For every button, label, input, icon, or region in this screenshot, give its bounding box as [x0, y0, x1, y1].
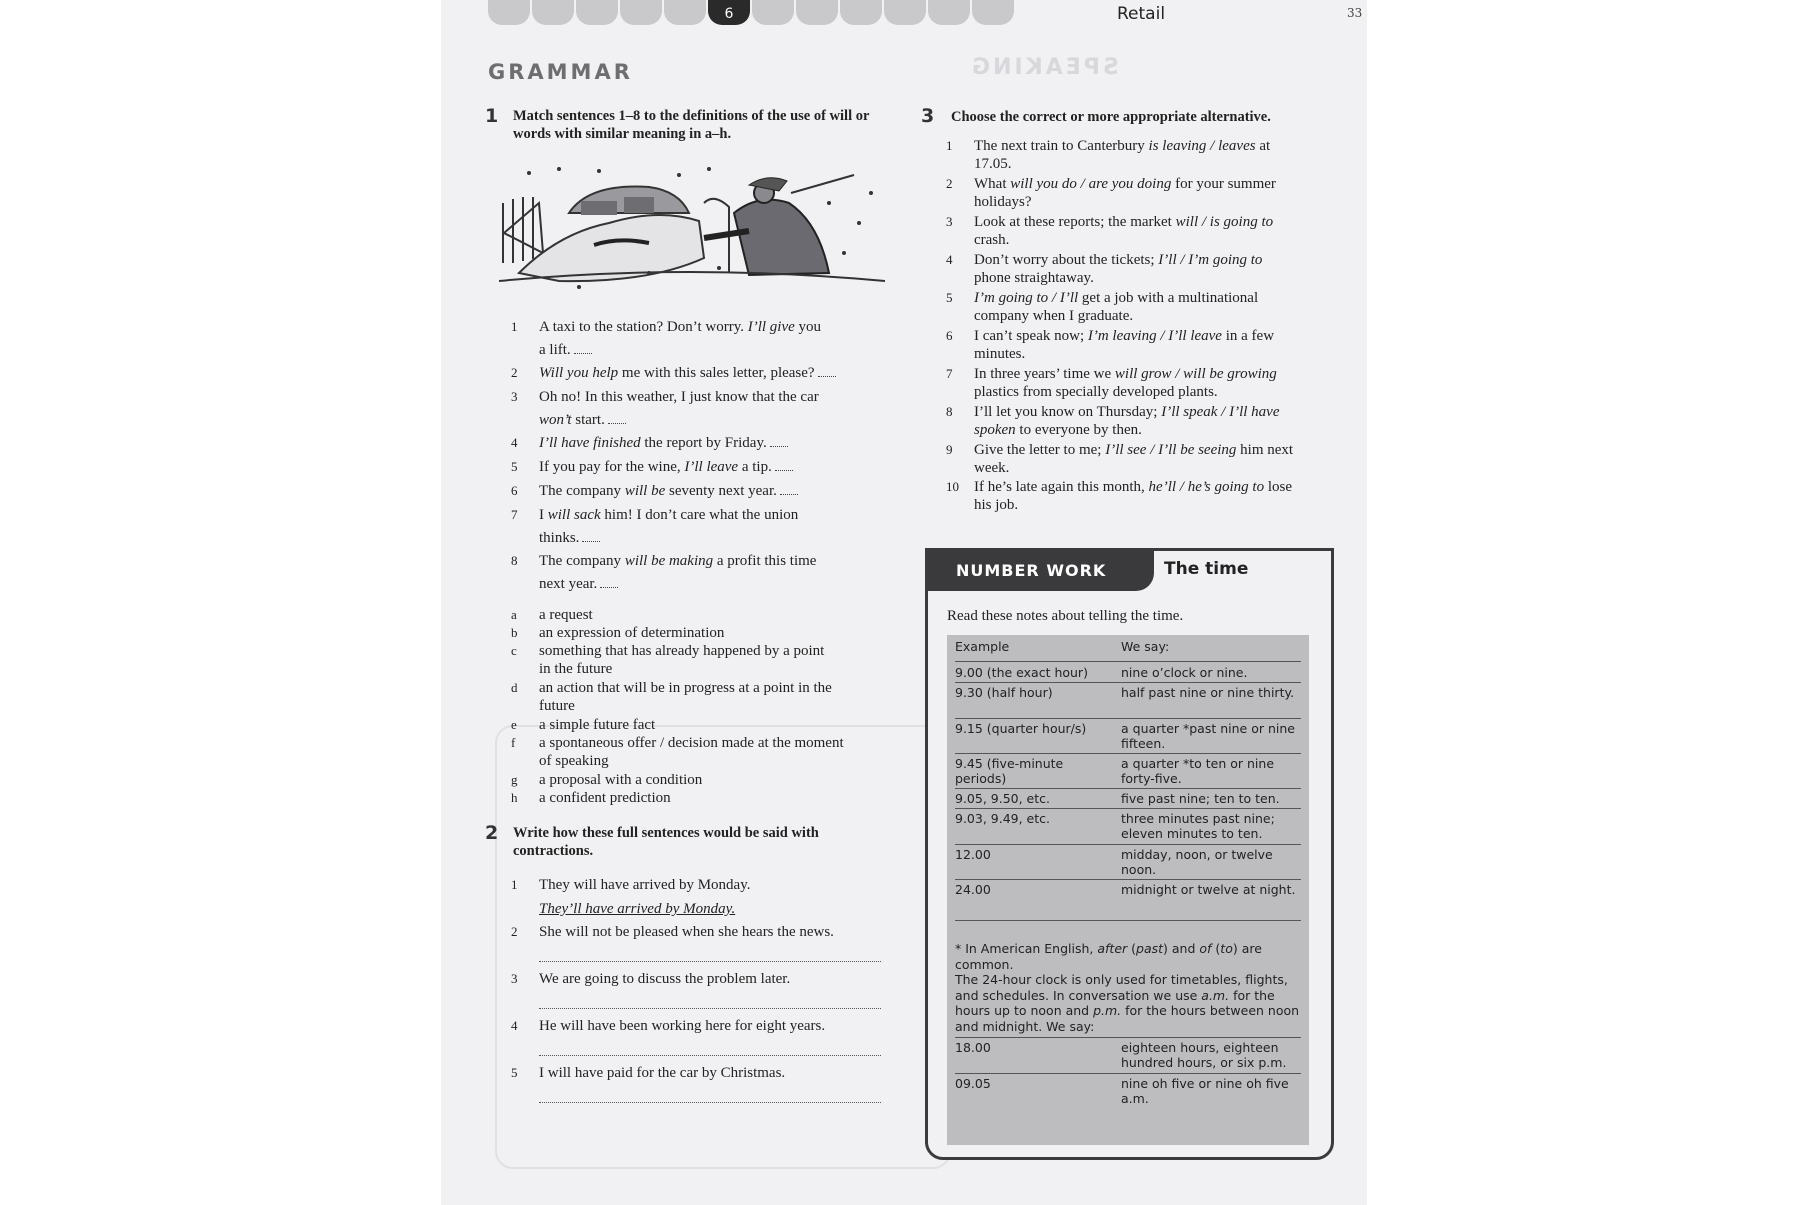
- item-text: [974, 365, 1277, 401]
- definition-letter: e: [511, 717, 517, 732]
- text-part: the report by Friday.: [640, 435, 767, 451]
- unit-tab: [752, 0, 794, 25]
- contraction-item: [511, 923, 891, 967]
- definition-letter: a: [511, 607, 517, 622]
- definition-text: [539, 679, 832, 715]
- exercise-2-number: 2: [485, 822, 499, 844]
- emphasis-text: will sack: [547, 507, 601, 523]
- twenty-four-hour-note: The 24-hour clock is only used for timetables, flights, and schedules. In conversation we use a.m. for the hours up to noon and p.m. for the hours between noon and midnight. We say:: [955, 972, 1300, 1034]
- item-number: 7: [511, 507, 518, 522]
- item-number: 1: [946, 138, 953, 153]
- definition-letter: g: [511, 772, 518, 787]
- text-part: company when I graduate.: [974, 308, 1134, 324]
- text-part: start.: [571, 412, 605, 428]
- model-answer: They’ll have arrived by Monday.: [539, 901, 736, 917]
- text-part: in the future: [539, 661, 613, 677]
- answer-blank: [818, 364, 836, 377]
- item-number: 3: [511, 389, 518, 404]
- unit-tab: [664, 0, 706, 25]
- unit-tab: [972, 0, 1014, 25]
- section-heading: GRAMMAR: [488, 60, 633, 84]
- item-number: 2: [511, 924, 518, 939]
- exercise-1-instruction: Match sentences 1–8 to the definitions of the use of will or words with similar meaning in a–h.: [513, 108, 870, 142]
- item-number: 5: [946, 290, 953, 305]
- example-cell: 12.00: [955, 847, 991, 862]
- alternatives-text: I’ll / I’m going to: [1158, 252, 1263, 268]
- table-rule: [955, 1073, 1301, 1074]
- item-number: 1: [511, 877, 518, 892]
- unit-tab: [620, 0, 662, 25]
- text-part: a spontaneous offer / decision made at the moment: [539, 735, 844, 751]
- table-rule: [955, 1037, 1301, 1038]
- we-say-cell: nine o’clock or nine.: [1121, 665, 1248, 680]
- text-part: him next: [1236, 442, 1294, 458]
- example-cell: 9.03, 9.49, etc.: [955, 811, 1050, 826]
- table-rule: [955, 788, 1301, 789]
- emphasis-text: I’ll have finished: [539, 435, 641, 451]
- definition-text: [539, 606, 593, 624]
- item-text: [539, 482, 798, 500]
- definition-text: [539, 771, 702, 789]
- exercise-2-instruction: Write how these full sentences would be said with contractions.: [513, 825, 819, 859]
- text-part: a simple future fact: [539, 717, 656, 733]
- table-rule: [955, 879, 1301, 880]
- text-part: minutes.: [974, 346, 1026, 362]
- we-say-cell: three minutes past nine; eleven minutes to ten.: [1121, 811, 1275, 841]
- text-part: Give the letter to me;: [974, 442, 1106, 458]
- example-cell: 9.05, 9.50, etc.: [955, 791, 1050, 806]
- item-text: [974, 251, 1262, 287]
- item-text: [974, 175, 1276, 211]
- item-number: 10: [946, 479, 959, 494]
- text-part: you: [794, 319, 822, 335]
- example-cell: 9.45 (five-minute periods): [955, 756, 1064, 786]
- emphasis-text: Will you help: [539, 365, 619, 381]
- emphasis-text: spoken: [974, 422, 1016, 438]
- item-text: [974, 213, 1273, 249]
- answer-line: [539, 1102, 881, 1103]
- page-number: 33: [1347, 6, 1363, 20]
- we-say-cell: nine oh five or nine oh five a.m.: [1121, 1076, 1289, 1106]
- table-rule: [955, 808, 1301, 809]
- text-part: in a few: [1221, 328, 1275, 344]
- text-part: crash.: [974, 232, 1010, 248]
- number-work-title: The time: [1164, 559, 1249, 579]
- item-text: [539, 506, 798, 552]
- we-say-cell: half past nine or nine thirty.: [1121, 685, 1295, 700]
- emphasis-text: will be making: [624, 553, 714, 569]
- table-rule: [955, 844, 1301, 845]
- text-part: The next train to Canterbury: [974, 138, 1149, 154]
- item-number: 6: [511, 483, 518, 498]
- contraction-item: [511, 1017, 891, 1061]
- alternatives-text: will / is going to: [1175, 214, 1274, 230]
- we-say-cell: midnight or twelve at night.: [1121, 882, 1296, 897]
- emphasis-text: will be: [624, 483, 666, 499]
- time-table-panel: [947, 635, 1309, 1145]
- answer-blank: [770, 434, 788, 447]
- text-part: Look at these reports; the market: [974, 214, 1176, 230]
- alternatives-text: he’ll / he’s going to: [1148, 479, 1265, 495]
- example-cell: 18.00: [955, 1040, 991, 1055]
- we-say-cell: five past nine; ten to ten.: [1121, 791, 1280, 806]
- text-part: him! I don’t care what the union: [600, 507, 799, 523]
- unit-tab-active: 6: [708, 0, 750, 25]
- alternatives-text: I’m leaving / I’ll leave: [1087, 328, 1222, 344]
- unit-tab: [928, 0, 970, 25]
- answer-blank: [608, 411, 626, 424]
- unit-tab: [576, 0, 618, 25]
- we-say-cell: midday, noon, or twelve noon.: [1121, 847, 1273, 877]
- item-number: 8: [511, 553, 518, 568]
- item-text: [539, 552, 816, 598]
- american-english-note: * In American English, after (past) and of (to) are common.: [955, 941, 1262, 972]
- item-number: 3: [946, 214, 953, 229]
- item-text: They will have arrived by Monday.: [539, 877, 751, 893]
- text-part: of speaking: [539, 753, 609, 769]
- column-header-we-say: We say:: [1121, 639, 1170, 654]
- answer-blank: [780, 482, 798, 495]
- item-number: 2: [511, 365, 518, 380]
- text-part: In three years’ time we: [974, 366, 1115, 382]
- exercise-3-instruction: Choose the correct or more appropriate alternative.: [951, 109, 1271, 125]
- unit-tab: [884, 0, 926, 25]
- text-part: a tip.: [738, 459, 772, 475]
- text-part: phone straightaway.: [974, 270, 1094, 286]
- item-text: [974, 441, 1293, 477]
- number-work-intro: Read these notes about telling the time.: [947, 608, 1184, 624]
- example-cell: 09.05: [955, 1076, 991, 1091]
- definition-text: [539, 624, 724, 642]
- item-number: 4: [511, 435, 518, 450]
- item-number: 4: [946, 252, 953, 267]
- unit-tab: [532, 0, 574, 25]
- answer-blank: [775, 458, 793, 471]
- item-text: [974, 403, 1280, 439]
- number-work-box: [925, 548, 1334, 1160]
- contraction-item: [511, 970, 891, 1014]
- answer-blank: [600, 575, 618, 588]
- answer-line: [539, 1055, 881, 1056]
- text-part: 17.05.: [974, 156, 1012, 172]
- item-text: [539, 364, 836, 382]
- table-rule: [955, 753, 1301, 754]
- text-part: What: [974, 176, 1011, 192]
- number-work-label: NUMBER WORK: [928, 551, 1154, 591]
- text-part: A taxi to the station? Don’t worry.: [539, 319, 748, 335]
- text-part: plastics from specially developed plants.: [974, 384, 1218, 400]
- unit-tab: [840, 0, 882, 25]
- text-part: The company: [539, 553, 625, 569]
- text-part: Don’t worry about the tickets;: [974, 252, 1159, 268]
- definition-letter: h: [511, 790, 518, 805]
- example-cell: 9.00 (the exact hour): [955, 665, 1088, 680]
- item-number: 5: [511, 1065, 518, 1080]
- item-text: [974, 478, 1292, 514]
- item-number: 2: [946, 176, 953, 191]
- item-text: [974, 289, 1258, 325]
- unit-tab: [796, 0, 838, 25]
- text-part: week.: [974, 460, 1010, 476]
- unit-title: Retail: [1117, 4, 1166, 24]
- text-part: The company: [539, 483, 625, 499]
- item-text: He will have been working here for eight years.: [539, 1018, 826, 1034]
- number-work-header: [928, 551, 1331, 591]
- we-say-cell: a quarter *past nine or nine fifteen.: [1121, 721, 1295, 751]
- alternatives-text: will you do / are you doing: [1010, 176, 1172, 192]
- text-part: thinks.: [539, 530, 580, 546]
- answer-blank: [574, 341, 592, 354]
- definition-letter: d: [511, 680, 518, 695]
- exercise-1-number: 1: [485, 105, 499, 127]
- text-part: get a job with a multinational: [1078, 290, 1259, 306]
- definition-text: [539, 642, 824, 678]
- item-text: She will not be pleased when she hears the news.: [539, 924, 834, 940]
- table-rule: [955, 718, 1301, 719]
- text-part: future: [539, 698, 575, 714]
- text-part: for your summer: [1171, 176, 1276, 192]
- snow-car-illustration: [499, 163, 885, 293]
- item-number: 8: [946, 404, 953, 419]
- text-part: his job.: [974, 497, 1019, 513]
- item-number: 5: [511, 459, 518, 474]
- we-say-cell: a quarter *to ten or nine forty-five.: [1121, 756, 1275, 786]
- item-number: 3: [511, 971, 518, 986]
- text-part: If you pay for the wine,: [539, 459, 685, 475]
- definition-letter: b: [511, 625, 518, 640]
- example-cell: 9.15 (quarter hour/s): [955, 721, 1087, 736]
- text-part: at: [1255, 138, 1271, 154]
- contraction-item: [511, 1064, 891, 1108]
- item-text: [539, 458, 793, 476]
- definition-letter: c: [511, 643, 517, 658]
- alternatives-text: I’ll speak / I’ll have: [1161, 404, 1280, 420]
- text-part: I: [539, 507, 548, 523]
- table-rule: [955, 661, 1301, 662]
- we-say-cell: eighteen hours, eighteen hundred hours, or six p.m.: [1121, 1040, 1287, 1070]
- example-cell: 9.30 (half hour): [955, 685, 1053, 700]
- alternatives-text: I’m going to / I’ll: [974, 290, 1079, 306]
- text-part: lose: [1264, 479, 1293, 495]
- item-text: We are going to discuss the problem later.: [539, 971, 791, 987]
- text-part: a request: [539, 607, 593, 623]
- text-part: a proposal with a condition: [539, 772, 703, 788]
- unit-tab: [488, 0, 530, 25]
- text-part: If he’s late again this month,: [974, 479, 1149, 495]
- textbook-page: [441, 0, 1367, 1205]
- emphasis-text: won’t: [539, 412, 572, 428]
- answer-blank: [582, 529, 600, 542]
- text-part: I can’t speak now;: [974, 328, 1088, 344]
- item-number: 1: [511, 319, 518, 334]
- answer-line: [539, 961, 881, 962]
- item-text: I will have paid for the car by Christmas.: [539, 1065, 786, 1081]
- show-through-heading: SPEAKING: [969, 55, 1119, 80]
- text-part: I’ll let you know on Thursday;: [974, 404, 1162, 420]
- text-part: a lift.: [539, 342, 571, 358]
- text-part: a confident prediction: [539, 790, 671, 806]
- item-text: [974, 137, 1270, 173]
- table-rule: [955, 682, 1301, 683]
- alternatives-text: I’ll see / I’ll be seeing: [1105, 442, 1237, 458]
- item-text: [539, 388, 819, 434]
- item-number: 9: [946, 442, 953, 457]
- exercise-3-number: 3: [921, 105, 935, 127]
- definition-text: [539, 734, 844, 770]
- alternatives-text: will grow / will be growing: [1114, 366, 1277, 382]
- text-part: something that has already happened by a point: [539, 643, 825, 659]
- text-part: next year.: [539, 576, 598, 592]
- definition-text: [539, 716, 655, 734]
- column-header-example: Example: [955, 639, 1010, 654]
- contraction-item: [511, 876, 891, 920]
- item-number: 7: [946, 366, 953, 381]
- emphasis-text: I’ll give: [747, 319, 795, 335]
- alternatives-text: is leaving / leaves: [1148, 138, 1256, 154]
- example-cell: 24.00: [955, 882, 991, 897]
- text-part: holidays?: [974, 194, 1032, 210]
- text-part: an expression of determination: [539, 625, 725, 641]
- text-part: a profit this time: [713, 553, 817, 569]
- text-part: seventy next year.: [665, 483, 777, 499]
- item-text: [539, 318, 821, 364]
- definition-letter: f: [511, 735, 516, 750]
- item-number: 4: [511, 1018, 518, 1033]
- emphasis-text: I’ll leave: [684, 459, 739, 475]
- text-part: me with this sales letter, please?: [618, 365, 815, 381]
- item-text: [539, 434, 788, 452]
- text-part: Oh no! In this weather, I just know that the car: [539, 389, 819, 405]
- table-rule: [955, 920, 1301, 921]
- item-number: 6: [946, 328, 953, 343]
- answer-line: [539, 1008, 881, 1009]
- definition-text: [539, 789, 671, 807]
- text-part: an action that will be in progress at a point in the: [539, 680, 832, 696]
- text-part: to everyone by then.: [1015, 422, 1142, 438]
- item-text: [974, 327, 1274, 363]
